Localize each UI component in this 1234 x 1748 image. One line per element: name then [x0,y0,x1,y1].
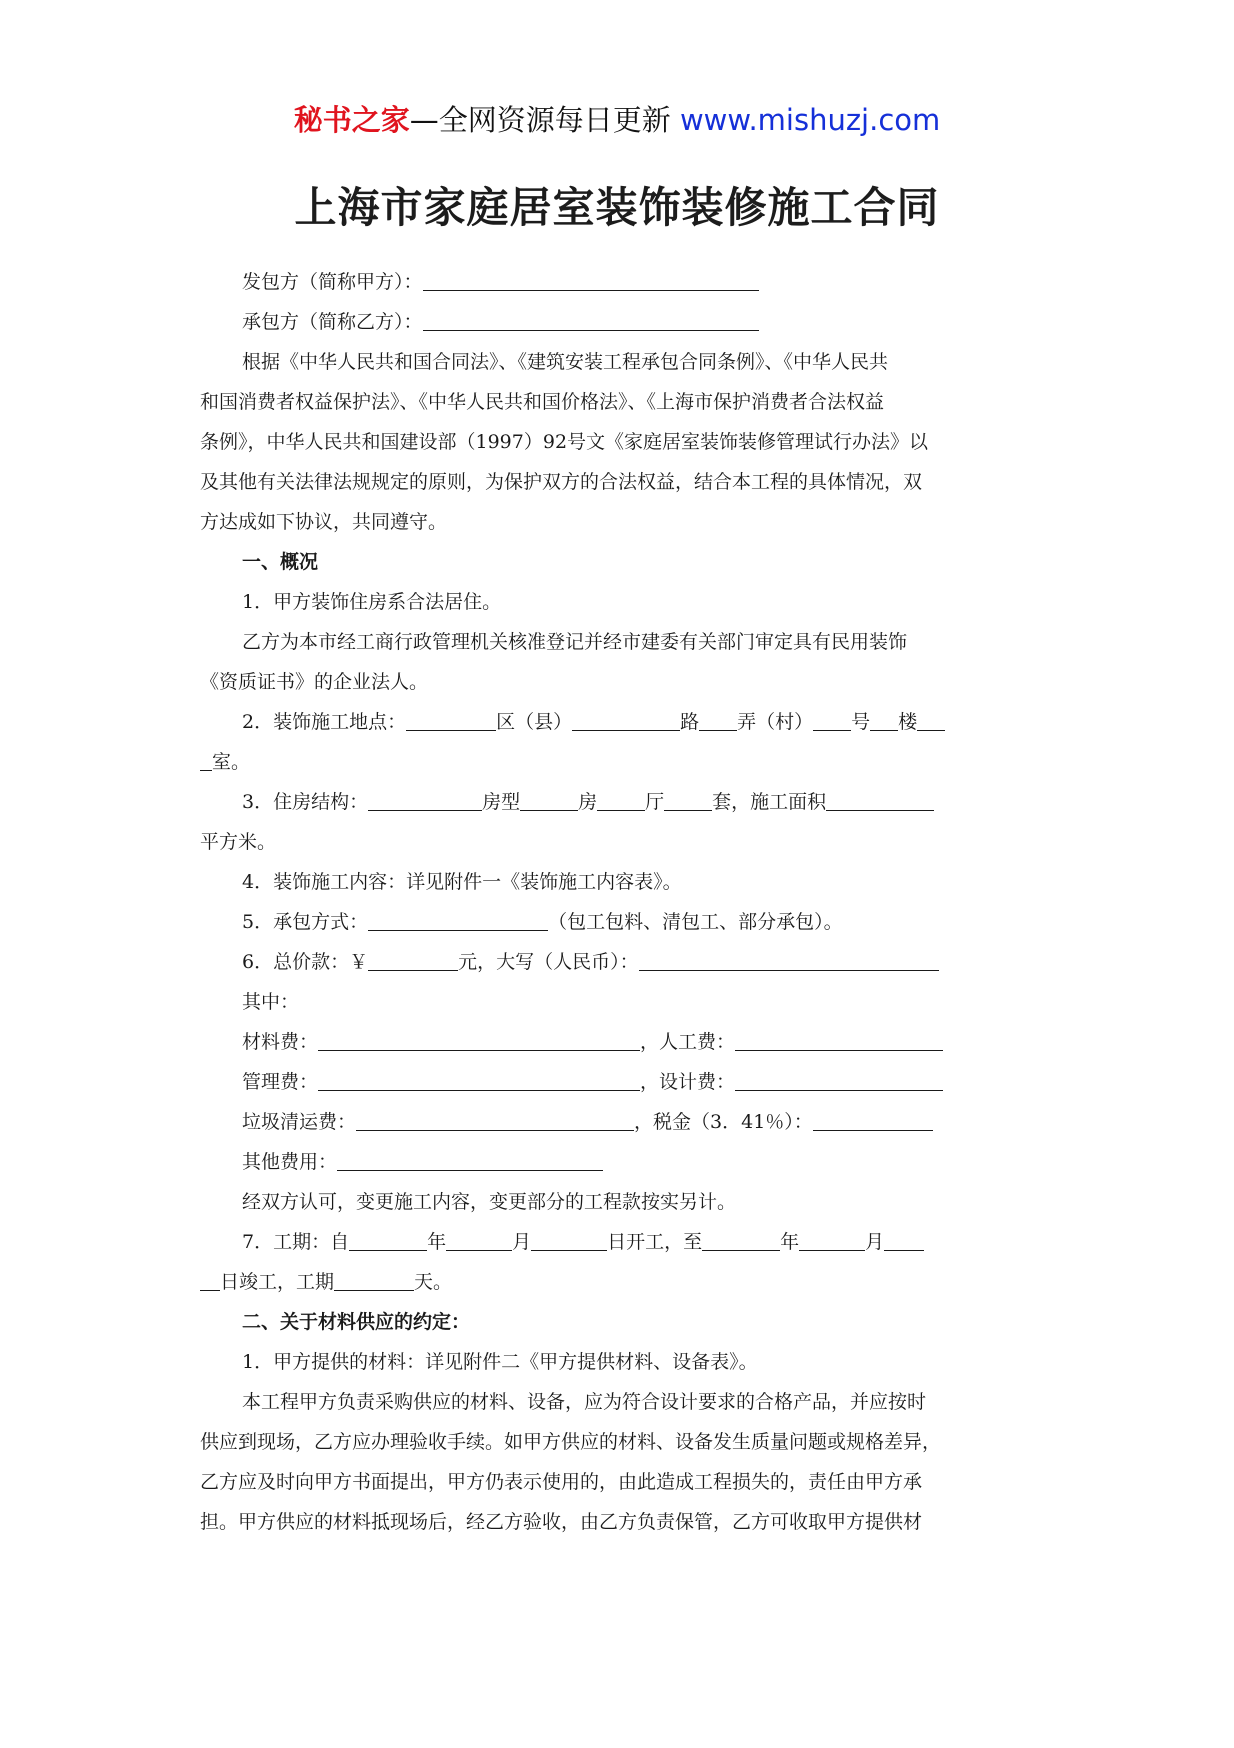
section2-item1: 1．甲方提供的材料：详见附件二《甲方提供材料、设备表》。 [242,1351,758,1373]
tax-label: ，税金（3．41％）： [634,1111,813,1133]
end-label: 日竣工，工期 [220,1271,335,1293]
lane-label: 弄（村） [737,711,814,733]
section1-item6 [200,942,1040,982]
section1-item1-detail: 乙方为本市经工商行政管理机关核准登记并经市建委有关部门审定具有民用装饰 [242,631,908,653]
building-label: 楼 [898,711,918,733]
section1-item1: 1．甲方装饰住房系合法居住。 [242,591,502,613]
sets-label: 套，施工面积 [712,791,827,813]
party-a-blank[interactable] [423,268,759,291]
room-label: 室。 [212,751,251,773]
end-month-label: 月 [865,1231,885,1253]
start-day-blank[interactable] [531,1228,607,1251]
number-blank[interactable] [813,708,851,731]
district-label: 区（县） [496,711,573,733]
end-month-blank[interactable] [799,1228,865,1251]
management-fee-label: 管理费： [242,1071,319,1093]
preamble-line: 及其他有关法律法规规定的原则，为保护双方的合法权益，结合本工程的具体情况，双 [200,471,923,493]
section1-item3 [200,782,1040,822]
section2-paragraph-line: 供应到现场，乙方应办理验收手续。如甲方供应的材料、设备发生质量问题或规格差异， [200,1431,942,1453]
item5-prefix: 5．承包方式： [242,911,369,933]
preamble-line: 根据《中华人民共和国合同法》、《建筑安装工程承包合同条例》、《中华人民共 [242,351,889,373]
section1-item5 [200,902,1040,942]
room-blank-cont[interactable] [200,748,212,771]
road-blank[interactable] [572,708,680,731]
end-day-blank-cont[interactable] [200,1268,220,1291]
item6-prefix: 6．总价款：￥ [242,951,369,973]
end-year-blank[interactable] [702,1228,780,1251]
section1-heading: 一、概况 [242,551,319,573]
start-month-label: 月 [512,1231,532,1253]
end-day-blank[interactable] [884,1228,924,1251]
material-fee-blank[interactable] [318,1028,640,1051]
section1-item1-detail: 《资质证书》的企业法人。 [200,671,429,693]
item3-prefix: 3．住房结构： [242,791,369,813]
halls-blank[interactable] [597,788,645,811]
total-price-blank[interactable] [368,948,458,971]
fee-line-management [200,1062,1040,1102]
section2-paragraph-line: 本工程甲方负责采购供应的材料、设备，应为符合设计要求的合格产品，并应按时 [242,1391,927,1413]
site-banner [0,100,1234,140]
contract-body [200,262,1040,1542]
tax-blank[interactable] [813,1108,933,1131]
rooms-blank[interactable] [520,788,578,811]
section2-heading: 二、关于材料供应的约定： [242,1311,471,1333]
management-fee-blank[interactable] [318,1068,640,1091]
party-b-label: 承包方（简称乙方）： [242,311,423,333]
banner-slogan: —全网资源每日更新 [409,103,671,137]
section1-item4: 4．装饰施工内容：详见附件一《装饰施工内容表》。 [242,871,682,893]
banner-url[interactable]: www.mishuzj.com [679,103,941,137]
party-a-line [200,262,1040,302]
start-label: 日开工，至 [607,1231,703,1253]
design-fee-label: ，设计费： [640,1071,736,1093]
fee-line-garbage [200,1102,1040,1142]
change-note: 经双方认可，变更施工内容，变更部分的工程款按实另计。 [242,1191,737,1213]
preamble-line: 和国消费者权益保护法》、《中华人民共和国价格法》、《上海市保护消费者合法权益 [200,391,885,413]
end-year-label: 年 [780,1231,800,1253]
duration-blank[interactable] [334,1268,414,1291]
section1-item7-cont [200,1262,1040,1302]
other-fee-label: 其他费用： [242,1151,338,1173]
section2-paragraph-line: 乙方应及时向甲方书面提出，甲方仍表示使用的，由此造成工程损失的，责任由甲方承 [200,1471,923,1493]
start-year-blank[interactable] [349,1228,427,1251]
section1-item7 [200,1222,1040,1262]
room-blank[interactable] [917,708,945,731]
halls-label: 厅 [645,791,665,813]
other-fee-blank[interactable] [337,1148,603,1171]
party-a-label: 发包方（简称甲方）： [242,271,423,293]
section1-item3-unit: 平方米。 [200,831,277,853]
total-price-words-blank[interactable] [639,948,939,971]
fee-line-other [200,1142,1040,1182]
garbage-fee-label: 垃圾清运费： [242,1111,357,1133]
material-fee-label: 材料费： [242,1031,319,1053]
type-label: 房型 [482,791,521,813]
item2-prefix: 2．装饰施工地点： [242,711,407,733]
item7-prefix: 7．工期：自 [242,1231,350,1253]
among-label: 其中： [242,991,300,1013]
labor-fee-blank[interactable] [735,1028,943,1051]
contract-title: 上海市家庭居室装饰装修施工合同 [294,183,940,232]
building-blank[interactable] [870,708,898,731]
area-blank[interactable] [826,788,934,811]
banner-brand: 秘书之家 [293,103,410,137]
design-fee-blank[interactable] [735,1068,943,1091]
party-b-blank[interactable] [423,308,759,331]
rooms-label: 房 [578,791,598,813]
start-year-label: 年 [427,1231,447,1253]
road-label: 路 [680,711,700,733]
section1-item2 [200,702,1040,742]
structure-blank[interactable] [368,788,482,811]
sets-blank[interactable] [664,788,712,811]
item6-yuan: 元，大写（人民币）： [458,951,639,973]
party-b-line [200,302,1040,342]
district-blank[interactable] [406,708,496,731]
section1-item2-cont [200,742,1040,782]
item5-suffix: （包工包料、清包工、部分承包）。 [548,911,843,933]
section2-paragraph-line: 担。甲方供应的材料抵现场后，经乙方验收，由乙方负责保管，乙方可收取甲方提供材 [200,1511,923,1533]
days-label: 天。 [414,1271,453,1293]
preamble-line: 条例》，中华人民共和国建设部（1997）92号文《家庭居室装饰装修管理试行办法》以 [200,431,929,453]
preamble-line: 方达成如下协议，共同遵守。 [200,511,448,533]
contract-mode-blank[interactable] [368,908,548,931]
labor-fee-label: ，人工费： [640,1031,736,1053]
lane-blank[interactable] [699,708,737,731]
number-label: 号 [851,711,871,733]
fee-line-material [200,1022,1040,1062]
start-month-blank[interactable] [446,1228,512,1251]
garbage-fee-blank[interactable] [356,1108,634,1131]
